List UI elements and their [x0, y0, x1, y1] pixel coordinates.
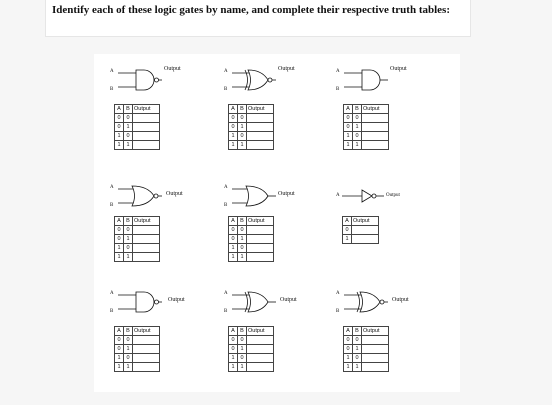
tt8-cell: 0: [353, 336, 362, 345]
gate-3-output-label: Output: [166, 191, 183, 197]
tt7-header-b: B: [238, 327, 247, 336]
tt4-cell: 0: [238, 244, 247, 253]
tt4-output-cell[interactable]: [247, 226, 274, 235]
tt1-cell: 0: [229, 123, 238, 132]
xnor-gate-symbol: [218, 66, 278, 94]
tt0-cell: 1: [115, 132, 124, 141]
tt0-output-cell[interactable]: [133, 132, 160, 141]
xnor-gate-symbol: [330, 288, 390, 316]
tt7-cell: 0: [238, 336, 247, 345]
tt0-header-b: B: [124, 105, 133, 114]
truth-table-5: [342, 216, 379, 244]
gate-4-output-label: Output: [278, 191, 295, 197]
gate-1-output-label: Output: [278, 66, 295, 72]
tt7-output-cell[interactable]: [247, 336, 274, 345]
tt8-cell: 0: [344, 336, 353, 345]
tt4-output-cell[interactable]: [247, 235, 274, 244]
tt8-header-b: B: [353, 327, 362, 336]
gate-7-output-label: Output: [280, 297, 297, 303]
tt2-output-cell[interactable]: [362, 114, 389, 123]
tt7-cell: 1: [229, 354, 238, 363]
tt3-cell: 1: [124, 235, 133, 244]
tt2-output-cell[interactable]: [362, 123, 389, 132]
tt1-header-a: A: [229, 105, 238, 114]
tt1-cell: 1: [229, 141, 238, 150]
tt3-output-cell[interactable]: [133, 253, 160, 262]
tt1-output-cell[interactable]: [247, 123, 274, 132]
tt6-output-cell[interactable]: [133, 354, 160, 363]
tt7-output-cell[interactable]: [247, 363, 274, 372]
tt6-header-a: A: [115, 327, 124, 336]
gate-8-input-b-label: B: [336, 309, 340, 314]
tt3-header-a: A: [115, 217, 124, 226]
tt4-cell: 0: [229, 235, 238, 244]
tt0-cell: 0: [124, 132, 133, 141]
tt6-cell: 0: [124, 336, 133, 345]
tt5-cell: 1: [343, 235, 352, 244]
tt1-cell: 0: [229, 114, 238, 123]
tt4-cell: 1: [229, 244, 238, 253]
tt6-output-cell[interactable]: [133, 336, 160, 345]
gate-0-input-b-label: B: [110, 87, 114, 92]
truth-table-7: [228, 326, 274, 372]
tt3-output-cell[interactable]: [133, 244, 160, 253]
tt2-cell: 1: [344, 141, 353, 150]
tt2-output-cell[interactable]: [362, 132, 389, 141]
tt4-cell: 0: [238, 226, 247, 235]
tt0-output-cell[interactable]: [133, 141, 160, 150]
tt8-output-cell[interactable]: [362, 354, 389, 363]
tt2-header-b: B: [353, 105, 362, 114]
tt3-cell: 1: [124, 253, 133, 262]
tt6-output-cell[interactable]: [133, 363, 160, 372]
truth-table-3: [114, 216, 160, 262]
tt7-cell: 0: [238, 354, 247, 363]
tt8-output-cell[interactable]: [362, 345, 389, 354]
xor-gate-symbol: [218, 288, 278, 316]
tt2-cell: 0: [344, 114, 353, 123]
tt8-cell: 1: [344, 363, 353, 372]
tt5-cell: 0: [343, 226, 352, 235]
tt8-cell: 0: [344, 345, 353, 354]
tt4-cell: 0: [229, 226, 238, 235]
question-text: Identify each of these logic gates by name, and complete their respective truth tables:: [52, 4, 450, 16]
tt5-header-a: A: [343, 217, 352, 226]
gate-8-input-a-label: A: [336, 291, 340, 296]
tt8-header-output: Output: [362, 327, 389, 336]
gate-5-output-label: Output: [386, 193, 400, 198]
tt7-cell: 1: [238, 363, 247, 372]
tt3-header-output: Output: [133, 217, 160, 226]
gate-6-input-a-label: A: [110, 291, 114, 296]
gate-3-input-b-label: B: [110, 203, 114, 208]
truth-table-0: [114, 104, 160, 150]
tt3-cell: 1: [115, 244, 124, 253]
tt1-output-cell[interactable]: [247, 132, 274, 141]
tt2-cell: 1: [353, 141, 362, 150]
gate-3-input-a-label: A: [110, 185, 114, 190]
tt0-cell: 0: [115, 123, 124, 132]
tt0-output-cell[interactable]: [133, 114, 160, 123]
tt5-output-cell[interactable]: [352, 226, 379, 235]
tt1-output-cell[interactable]: [247, 141, 274, 150]
tt2-cell: 1: [344, 132, 353, 141]
tt8-cell: 1: [353, 363, 362, 372]
tt6-cell: 1: [115, 354, 124, 363]
or-gate-symbol: [218, 182, 278, 210]
tt4-header-output: Output: [247, 217, 274, 226]
tt1-cell: 0: [238, 132, 247, 141]
gate-5-input-a-label: A: [336, 193, 340, 198]
tt8-cell: 1: [353, 345, 362, 354]
gate-7-input-a-label: A: [224, 291, 228, 296]
gate-6-output-label: Output: [168, 297, 185, 303]
tt4-output-cell[interactable]: [247, 244, 274, 253]
tt4-header-b: B: [238, 217, 247, 226]
tt2-header-a: A: [344, 105, 353, 114]
tt4-header-a: A: [229, 217, 238, 226]
tt6-cell: 1: [124, 363, 133, 372]
tt3-header-b: B: [124, 217, 133, 226]
tt0-header-a: A: [115, 105, 124, 114]
tt0-cell: 0: [115, 114, 124, 123]
tt0-output-cell[interactable]: [133, 123, 160, 132]
tt0-cell: 0: [124, 114, 133, 123]
gate-1-input-b-label: B: [224, 87, 228, 92]
tt3-output-cell[interactable]: [133, 235, 160, 244]
tt8-cell: 0: [353, 354, 362, 363]
and-gate-symbol: [330, 66, 390, 94]
gate-0-input-a-label: A: [110, 69, 114, 74]
gate-2-output-label: Output: [390, 66, 407, 72]
gate-8-output-label: Output: [392, 297, 409, 303]
tt2-cell: 0: [344, 123, 353, 132]
nand-gate-symbol: [104, 288, 164, 316]
tt1-cell: 0: [238, 114, 247, 123]
tt7-cell: 1: [238, 345, 247, 354]
tt3-cell: 0: [115, 226, 124, 235]
gate-2-input-b-label: B: [336, 87, 340, 92]
tt7-cell: 1: [229, 363, 238, 372]
tt3-cell: 0: [124, 244, 133, 253]
tt6-cell: 0: [115, 336, 124, 345]
tt2-cell: 0: [353, 114, 362, 123]
tt3-cell: 0: [115, 235, 124, 244]
tt3-cell: 1: [115, 253, 124, 262]
tt6-cell: 1: [115, 363, 124, 372]
nor-gate-symbol: [104, 182, 164, 210]
tt7-output-cell[interactable]: [247, 354, 274, 363]
gate-2-input-a-label: A: [336, 69, 340, 74]
nand-gate-symbol: [104, 66, 164, 94]
tt1-header-b: B: [238, 105, 247, 114]
tt0-header-output: Output: [133, 105, 160, 114]
truth-table-4: [228, 216, 274, 262]
tt5-output-cell[interactable]: [352, 235, 379, 244]
tt8-header-a: A: [344, 327, 353, 336]
tt2-cell: 0: [353, 132, 362, 141]
tt1-cell: 1: [238, 141, 247, 150]
tt3-output-cell[interactable]: [133, 226, 160, 235]
tt6-cell: 1: [124, 345, 133, 354]
truth-table-1: [228, 104, 274, 150]
tt1-cell: 1: [238, 123, 247, 132]
not-gate-symbol: [332, 182, 392, 210]
tt7-cell: 0: [229, 345, 238, 354]
tt0-cell: 1: [124, 123, 133, 132]
tt2-cell: 1: [353, 123, 362, 132]
tt7-header-output: Output: [247, 327, 274, 336]
tt4-cell: 1: [229, 253, 238, 262]
tt6-cell: 0: [115, 345, 124, 354]
gate-1-input-a-label: A: [224, 69, 228, 74]
tt7-output-cell[interactable]: [247, 345, 274, 354]
gate-6-input-b-label: B: [110, 309, 114, 314]
tt4-cell: 1: [238, 235, 247, 244]
tt1-cell: 1: [229, 132, 238, 141]
truth-table-2: [343, 104, 389, 150]
truth-table-6: [114, 326, 160, 372]
tt7-header-a: A: [229, 327, 238, 336]
tt8-output-cell[interactable]: [362, 336, 389, 345]
gate-0-output-label: Output: [164, 66, 181, 72]
tt4-output-cell[interactable]: [247, 253, 274, 262]
tt7-cell: 0: [229, 336, 238, 345]
gate-7-input-b-label: B: [224, 309, 228, 314]
tt6-output-cell[interactable]: [133, 345, 160, 354]
tt6-header-output: Output: [133, 327, 160, 336]
tt6-header-b: B: [124, 327, 133, 336]
tt6-cell: 0: [124, 354, 133, 363]
tt4-cell: 1: [238, 253, 247, 262]
tt8-cell: 1: [344, 354, 353, 363]
gate-4-input-a-label: A: [224, 185, 228, 190]
tt8-output-cell[interactable]: [362, 363, 389, 372]
tt1-header-output: Output: [247, 105, 274, 114]
tt2-output-cell[interactable]: [362, 141, 389, 150]
truth-table-8: [343, 326, 389, 372]
tt3-cell: 0: [124, 226, 133, 235]
tt1-output-cell[interactable]: [247, 114, 274, 123]
tt0-cell: 1: [115, 141, 124, 150]
tt0-cell: 1: [124, 141, 133, 150]
tt5-header-output: Output: [352, 217, 379, 226]
tt2-header-output: Output: [362, 105, 389, 114]
gate-4-input-b-label: B: [224, 203, 228, 208]
